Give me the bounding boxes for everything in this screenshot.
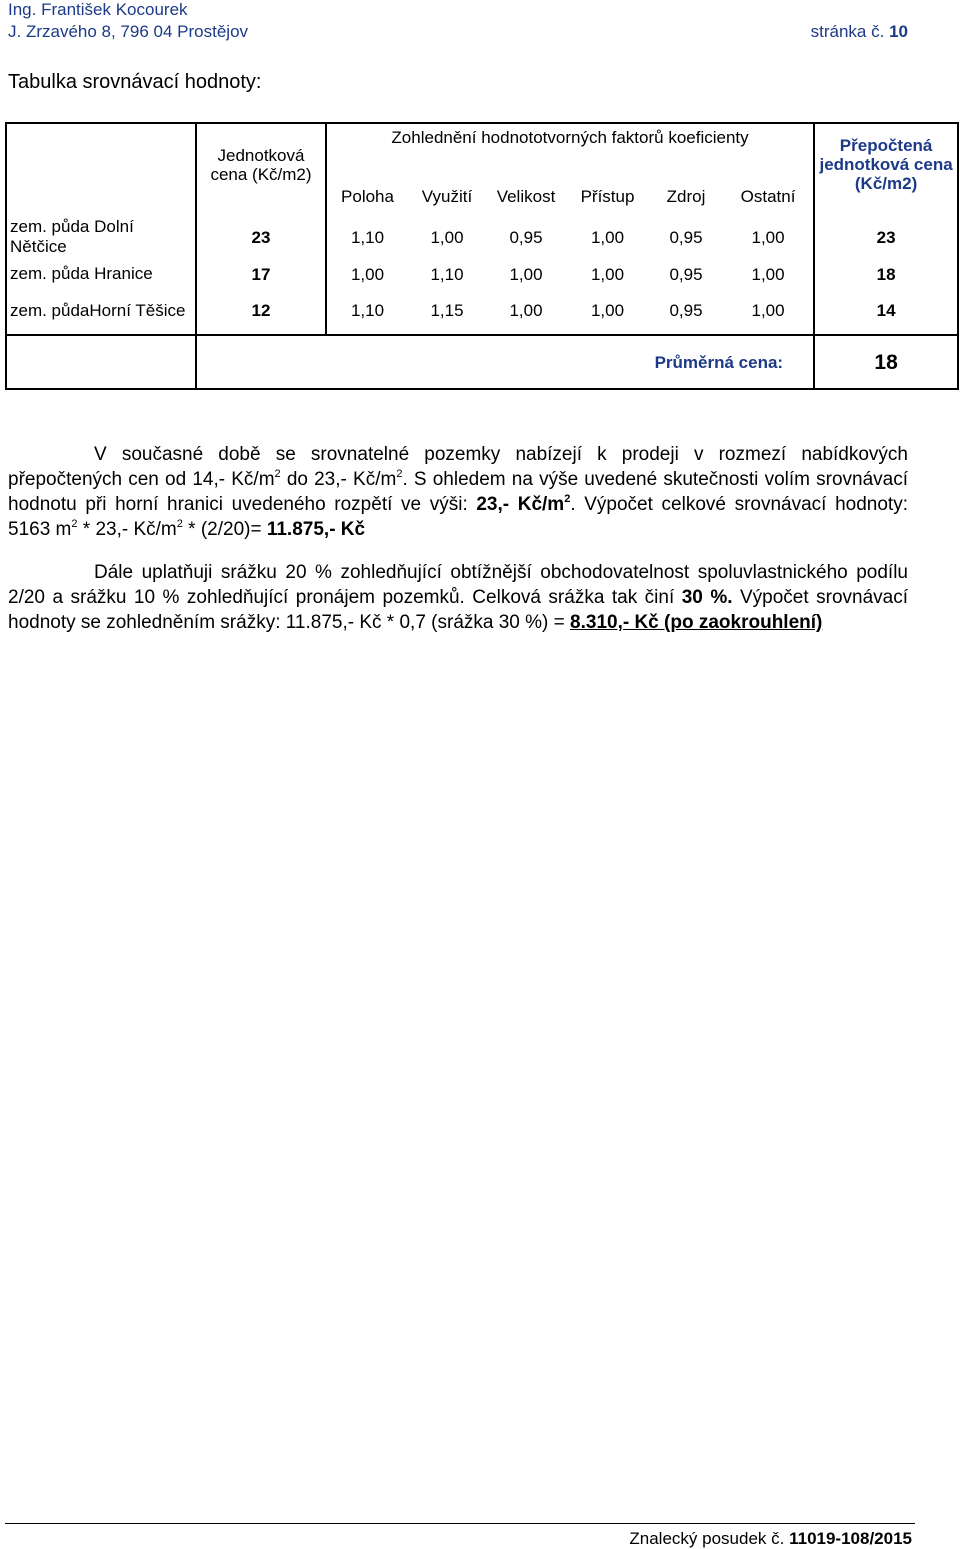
row-unit-price: 17 <box>196 261 326 287</box>
table-row <box>6 287 958 335</box>
table-row <box>6 213 958 261</box>
header-author: Ing. František Kocourek <box>8 0 188 19</box>
table-corner-lower <box>6 179 196 213</box>
head-recalc-price: Přepočtená jednotková cena (Kč/m2) <box>814 123 958 213</box>
average-value: 18 <box>814 335 958 389</box>
row-factor: 1,00 <box>509 301 543 320</box>
row-recalc: 18 <box>814 261 958 287</box>
row-factor: 1,00 <box>590 264 625 284</box>
col-head-poloha: Poloha <box>326 179 408 213</box>
table-row <box>6 261 958 287</box>
report-number: 11019-108/2015 <box>789 1529 912 1548</box>
paragraph-comparison-value: V současné době se srovnatelné pozemky nabízejí k prodeji v rozmezí nabídkových přepočtených cen od 14,- $Kč/m^2$ do 23,- $Kč/m^2$. S ohledem na výše uvedené skutečnosti volím srovnávací hodnotu při horní hranici uvedeného rozpětí ve výši: 23,- $Kč/m^2$. Výpočet celkové srovnávací hodnoty: 5163 $m^2 * 23,-$ $Kč/m^2 * (2/20)= 11.875,-$ Kč <box>8 444 909 540</box>
footer: Znalecký posudek č. 11019-108/2015 <box>629 1529 912 1548</box>
average-label: Průměrná cena: <box>196 335 814 389</box>
row-label: zem. půda Dolní Nětčice <box>6 213 196 261</box>
header-address <box>8 22 908 42</box>
page-number: stránka č. 10 <box>810 22 908 41</box>
head-factors: Zohlednění hodnototvorných faktorů koeficienty <box>326 123 814 179</box>
row-factor: 1,10 <box>326 213 408 261</box>
row-factor: 0,95 <box>509 227 543 247</box>
row-factor: 0,95 <box>669 227 703 247</box>
row-factor: 0,95 <box>669 301 703 320</box>
row-factor: 1,00 <box>751 227 785 247</box>
page-number-value: 10 <box>889 22 908 41</box>
row-factor: 1,00 <box>590 227 625 247</box>
average-row <box>6 335 958 389</box>
row-factor: 1,00 <box>590 301 625 320</box>
row-unit-price: 12 <box>196 287 326 335</box>
row-factor: 1,00 <box>430 227 464 247</box>
col-head-ostatni: Ostatní <box>740 186 796 206</box>
row-factor: 1,00 <box>751 264 785 284</box>
footer-divider <box>5 1523 915 1524</box>
row-factor: 0,95 <box>669 264 703 284</box>
row-label: zem. půda Hranice <box>6 261 196 287</box>
average-empty <box>6 335 196 389</box>
row-factor: 1,00 <box>751 301 785 320</box>
row-recalc: 23 <box>814 213 958 261</box>
row-unit-price: 23 <box>196 213 326 261</box>
col-head-velikost: Velikost <box>496 186 556 206</box>
head-unit-price: Jednotková cena (Kč/m2) <box>196 123 326 213</box>
col-head-zdroj: Zdroj <box>666 186 706 206</box>
row-factor: 1,10 <box>430 264 464 284</box>
col-head-pristup: Přístup <box>580 186 635 206</box>
header-address-text: J. Zrzavého 8, 796 04 Prostějov <box>8 22 249 41</box>
row-factor: 1,00 <box>326 261 408 287</box>
row-factor: 1,15 <box>430 301 464 320</box>
col-head-vyuziti: Využití <box>421 186 473 206</box>
table-corner <box>6 123 196 179</box>
comparison-table <box>5 122 959 390</box>
row-label: zem. půdaHorní Těšice <box>6 287 196 335</box>
row-factor: 1,00 <box>509 264 543 284</box>
section-title: Tabulka srovnávací hodnoty: <box>8 71 262 93</box>
row-factor: 1,10 <box>326 287 408 335</box>
paragraph-deduction: Dále uplatňuji srážku 20 % zohledňující obtížnější obchodovatelnost spoluvlastnického podílu 2/20 a srážku 10 % zohledňující pronájem pozemků. Celková srážka tak činí 30 %. Výpočet srovnávací hodnoty se zohledněním srážky: 11.875,- Kč * 0,7 (srážka 30 %) = 8.310,- Kč (po zaokrouhlení) <box>8 562 908 633</box>
final-value: 8.310,- Kč (po zaokrouhlení) <box>570 612 823 633</box>
row-recalc: 14 <box>814 287 958 335</box>
